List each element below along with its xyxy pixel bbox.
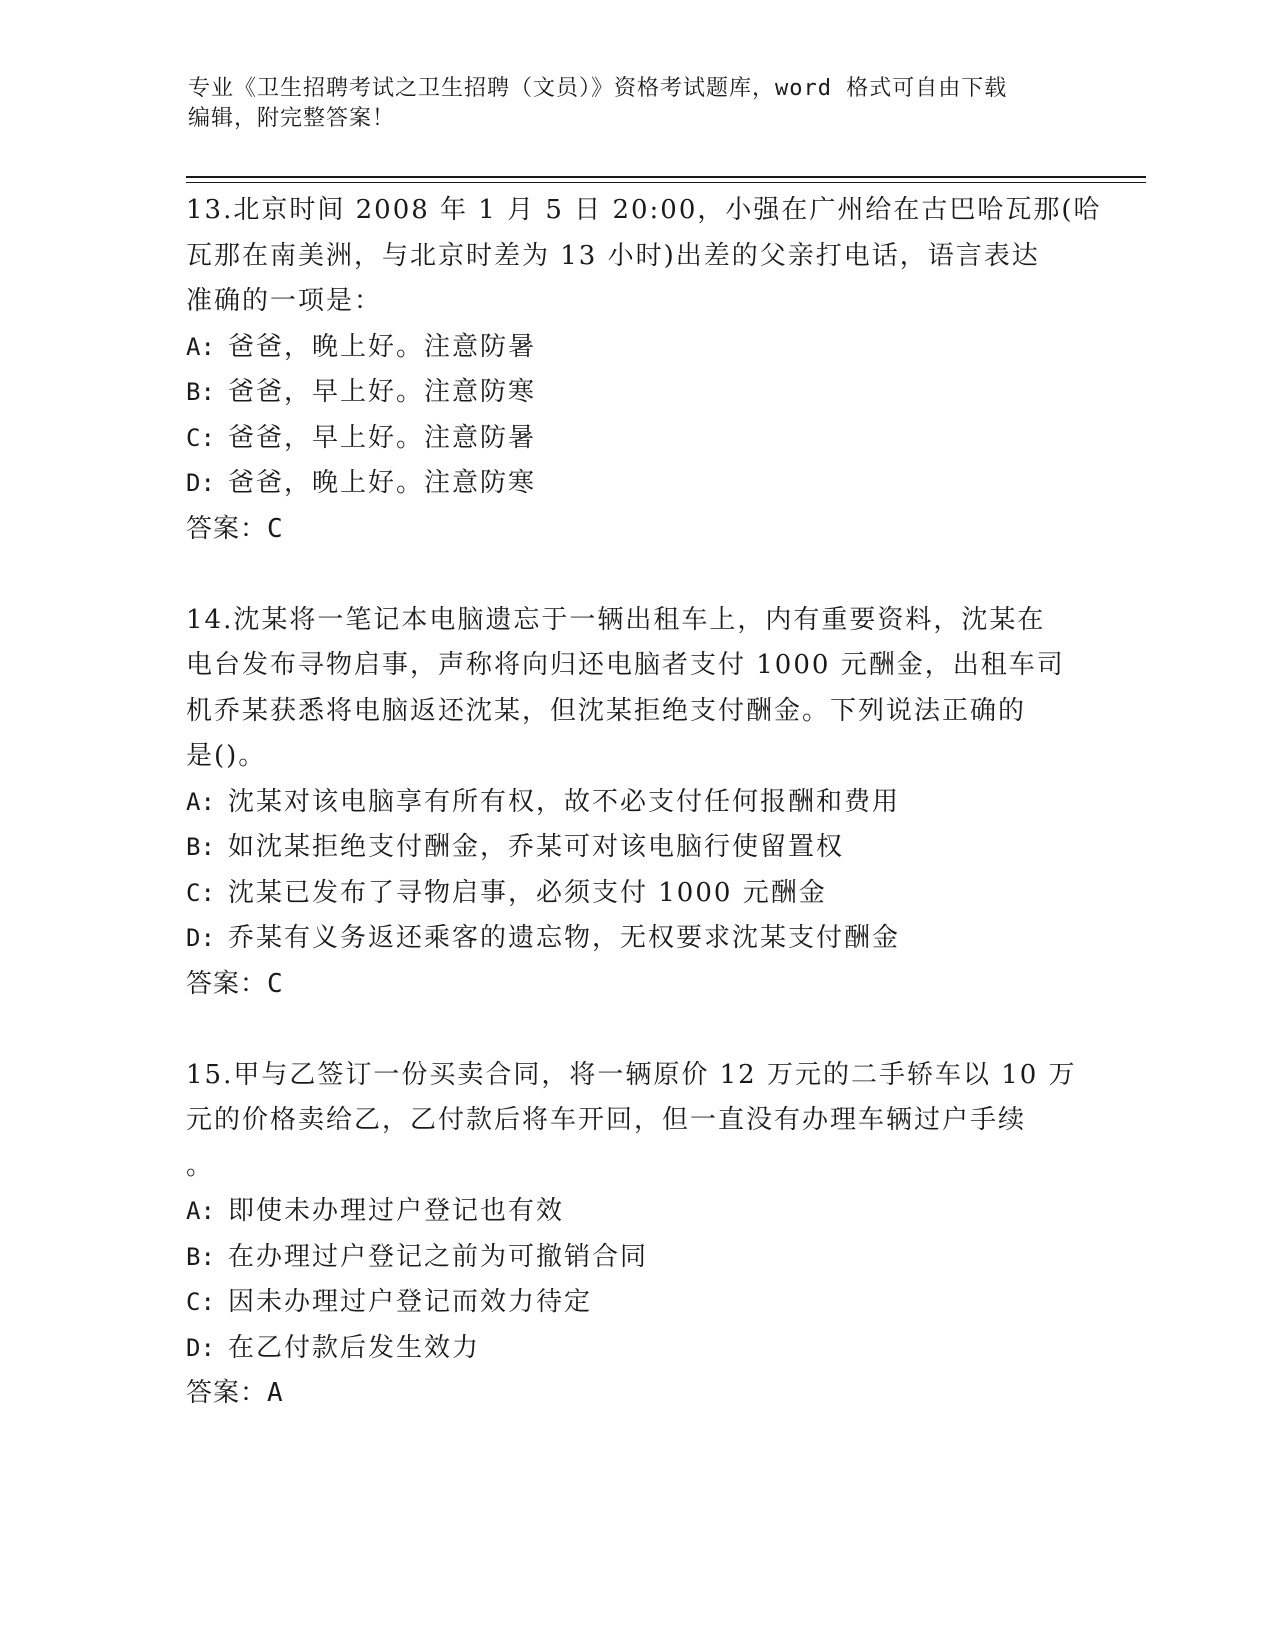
question-spacer [186,1007,1086,1053]
option-text: 在乙付款后发生效力 [228,1332,481,1363]
option-d [186,461,1086,507]
option-a [186,780,1086,826]
question-list [186,188,1102,1417]
answer-value: C [267,513,284,544]
stem-line: 机乔某获悉将电脑返还沈某，但沈某拒绝支付酬金。下列说法正确的 [186,695,1027,726]
question-13 [186,188,1102,552]
stem-line: 13.北京时间 2008 年 1 月 5 日 20:00，小强在广州给在古巴哈瓦那(哈 [186,195,1102,225]
option-b [186,370,1086,416]
page-header [188,74,1068,134]
stem-line: 是()。 [186,741,267,771]
answer-label: 答案： [186,968,268,999]
option-letter: B: [186,833,215,861]
answer-line [186,507,1086,553]
option-text: 如沈某拒绝支付酬金，乔某可对该电脑行使留置权 [228,832,845,862]
question-14 [186,598,1086,1008]
question-spacer [186,552,1086,598]
answer-label: 答案： [186,1378,268,1408]
stem-line: 14.沈某将一笔记本电脑遗忘于一辆出租车上，内有重要资料，沈某在 [186,604,1046,635]
option-c [186,416,1086,462]
option-letter: D: [186,1333,215,1362]
option-letter: C: [186,1288,215,1316]
option-text: 爸爸，早上好。注意防暑 [228,422,537,453]
answer-value: C [267,968,284,999]
option-c [186,1280,1086,1326]
option-letter: D: [186,924,215,952]
option-text: 沈某对该电脑享有所有权，故不必支付任何报酬和费用 [228,786,901,817]
header-divider-thin [186,182,1146,183]
option-letter: A: [186,332,215,361]
option-d [186,916,1086,962]
stem-line: 电台发布寻物启事，声称将向归还电脑者支付 1000 元酬金，出租车司 [186,650,1065,680]
stem-line: 。 [186,1150,215,1181]
option-text: 爸爸，晚上好。注意防寒 [228,468,537,498]
header-line-1: 专业《卫生招聘考试之卫生招聘（文员）》资格考试题库，word 格式可自由下载 [188,76,1008,101]
question-stem [186,1053,1086,1190]
option-a [186,1189,1086,1235]
question-stem [186,598,1086,780]
option-letter: C: [186,423,215,452]
stem-line: 元的价格卖给乙，乙付款后将车开回，但一直没有办理车辆过户手续 [186,1105,1027,1135]
header-divider-thick [186,176,1146,178]
stem-line: 15.甲与乙签订一份买卖合同，将一辆原价 12 万元的二手轿车以 10 万 [186,1059,1077,1090]
answer-line [186,962,1086,1008]
option-a [186,325,1086,371]
answer-value: A [267,1378,284,1408]
stem-line: 准确的一项是： [186,286,383,316]
option-text: 在办理过户登记之前为可撤销合同 [228,1241,649,1272]
option-c [186,871,1086,917]
stem-line: 瓦那在南美洲，与北京时差为 13 小时)出差的父亲打电话，语言表达 [186,240,1040,271]
answer-line [186,1371,1086,1417]
option-letter: C: [186,878,215,907]
option-text: 爸爸，晚上好。注意防暑 [228,331,537,362]
option-letter: B: [186,378,215,406]
option-b [186,825,1086,871]
option-letter: B: [186,1242,215,1271]
header-line-2: 编辑，附完整答案！ [188,106,396,131]
option-letter: A: [186,787,215,816]
option-b [186,1235,1086,1281]
option-text: 即使未办理过户登记也有效 [228,1196,565,1226]
option-text: 沈某已发布了寻物启事，必须支付 1000 元酬金 [228,877,827,908]
option-d [186,1326,1086,1372]
option-letter: A: [186,1197,215,1225]
option-text: 爸爸，早上好。注意防寒 [228,377,537,407]
question-stem [186,188,1102,325]
answer-label: 答案： [186,513,268,544]
option-letter: D: [186,469,215,497]
option-text: 乔某有义务返还乘客的遗忘物，无权要求沈某支付酬金 [228,923,901,953]
question-15 [186,1053,1086,1417]
option-text: 因未办理过户登记而效力待定 [228,1287,593,1317]
